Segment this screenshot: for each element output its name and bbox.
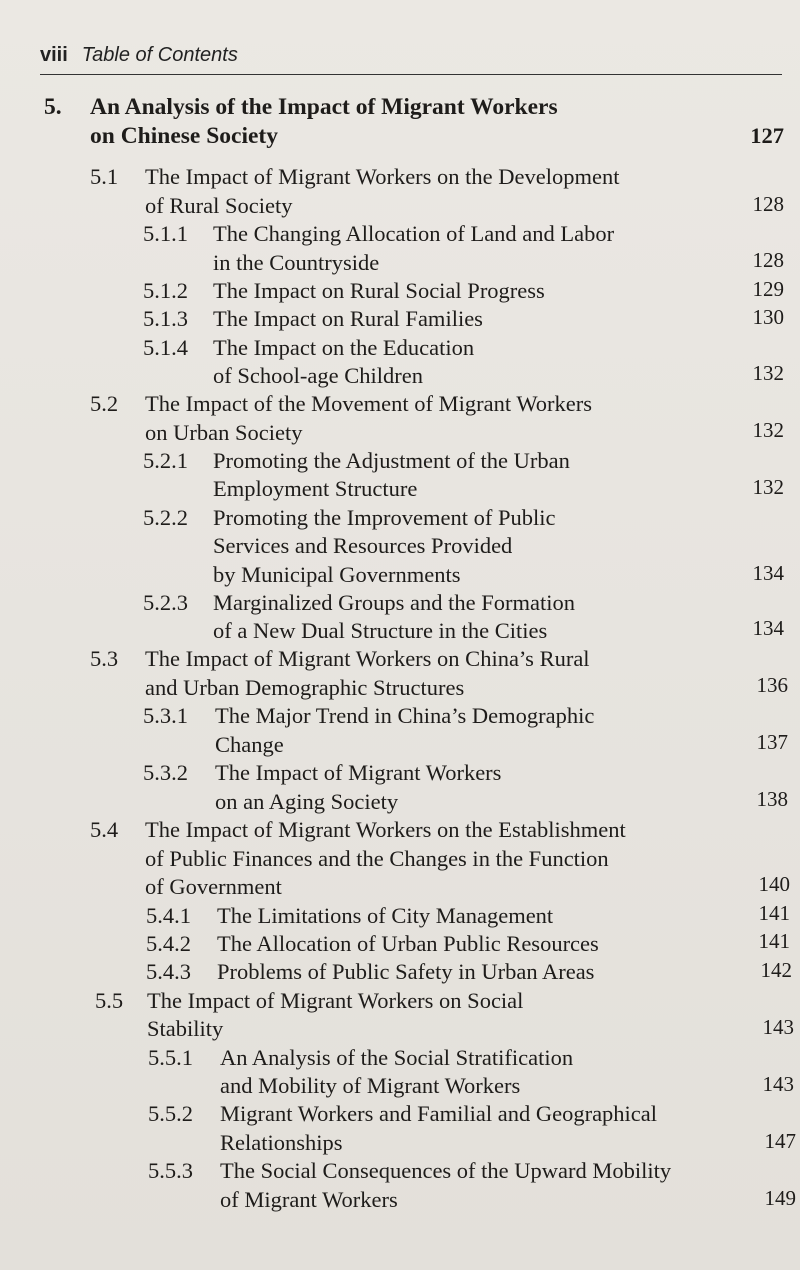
toc-entry-page: 143: [762, 1072, 794, 1096]
toc-entry-number: 5.3: [90, 646, 119, 671]
toc-entry-number: 5.2.1: [143, 448, 188, 473]
toc-entry-text: Stability: [147, 1016, 224, 1041]
toc-entry-text: Relationships: [220, 1130, 343, 1155]
toc-entry-page: 149: [764, 1186, 796, 1210]
toc-entry-number: 5.1.2: [143, 278, 188, 303]
toc-entry-text: Employment Structure: [213, 476, 418, 501]
header-rule: [40, 74, 782, 75]
toc-entry-text: Marginalized Groups and the Formation: [213, 590, 576, 615]
chapter-page-number: 127: [750, 123, 784, 148]
toc-entry-page: 143: [762, 1015, 794, 1039]
page-number-roman: viii: [40, 44, 68, 66]
toc-entry-page: 141: [758, 929, 790, 953]
toc-entry-text: The Impact of Migrant Workers on the Establishment: [145, 817, 626, 842]
toc-entry-page: 140: [758, 872, 790, 896]
running-head-title: Table of Contents: [81, 44, 238, 66]
toc-entry-text: The Major Trend in China’s Demographic: [215, 703, 595, 728]
toc-entry-number: 5.5.3: [148, 1158, 193, 1183]
toc-entry-number: 5.4.3: [146, 959, 191, 984]
toc-entry-text: The Impact on the Education: [213, 335, 475, 360]
toc-entry-number: 5.4: [90, 817, 119, 842]
toc-entry-text: of Public Finances and the Changes in the Function: [145, 846, 609, 871]
toc-entry-page: 142: [760, 958, 792, 982]
toc-entry-page: 132: [752, 361, 784, 385]
toc-entry-number: 5.4.1: [146, 903, 191, 928]
toc-entry-text: Promoting the Improvement of Public: [213, 505, 556, 530]
toc-entry-text: Services and Resources Provided: [213, 533, 513, 558]
toc-entry-number: 5.1.1: [143, 221, 188, 246]
toc-entry-page: 147: [764, 1129, 796, 1153]
toc-entry-text: The Limitations of City Management: [217, 903, 554, 928]
toc-entry-number: 5.1.4: [143, 335, 188, 360]
toc-entry-number: 5.3.2: [143, 760, 188, 785]
toc-entry-page: 141: [758, 901, 790, 925]
chapter-number: 5.: [44, 94, 62, 120]
toc-entry-text: Problems of Public Safety in Urban Areas: [217, 959, 595, 984]
toc-entry-text: of Migrant Workers: [220, 1187, 398, 1212]
toc-entry-page: 137: [756, 730, 788, 754]
toc-entry-number: 5.2.3: [143, 590, 188, 615]
toc-entry-text: in the Countryside: [213, 250, 380, 275]
running-head: [40, 44, 785, 74]
chapter-title-line-2: on Chinese Society: [90, 123, 278, 149]
toc-entry-page: 130: [752, 305, 784, 329]
toc-entry-text: The Impact of Migrant Workers: [215, 760, 502, 785]
toc-entry-page: 134: [752, 616, 784, 640]
toc-entry-text: and Urban Demographic Structures: [145, 675, 465, 700]
chapter-title-line-1: An Analysis of the Impact of Migrant Workers: [90, 94, 558, 120]
toc-entry-text: on Urban Society: [145, 420, 303, 445]
toc-entry-number: 5.4.2: [146, 931, 191, 956]
toc-entry-number: 5.2.2: [143, 505, 188, 530]
toc-entry-number: 5.2: [90, 391, 119, 416]
toc-entry-page: 134: [752, 561, 784, 585]
toc-entry-page: 138: [756, 787, 788, 811]
toc-entry-text: of Government: [145, 874, 282, 899]
toc-entry-text: of Rural Society: [145, 193, 293, 218]
toc-entry-text: The Impact of the Movement of Migrant Workers: [145, 391, 593, 416]
toc-entry-text: The Impact on Rural Families: [213, 306, 483, 331]
toc-entry-number: 5.5.1: [148, 1045, 193, 1070]
toc-entry-number: 5.5: [95, 988, 124, 1013]
toc-entry-text: The Impact of Migrant Workers on Social: [147, 988, 524, 1013]
toc-entry-page: 132: [752, 418, 784, 442]
toc-entry-text: of a New Dual Structure in the Cities: [213, 618, 548, 643]
toc-entry-text: An Analysis of the Social Stratification: [220, 1045, 574, 1070]
toc-entry-text: by Municipal Governments: [213, 562, 461, 587]
toc-entry-text: Change: [215, 732, 284, 757]
toc-entry-text: and Mobility of Migrant Workers: [220, 1073, 521, 1098]
toc-entry-text: The Allocation of Urban Public Resources: [217, 931, 599, 956]
toc-entry-page: 136: [756, 673, 788, 697]
toc-entry-text: The Impact of Migrant Workers on the Development: [145, 164, 620, 189]
toc-entry-text: The Social Consequences of the Upward Mobility: [220, 1158, 672, 1183]
toc-entry-number: 5.5.2: [148, 1101, 193, 1126]
toc-entry-number: 5.1: [90, 164, 119, 189]
toc-entry-page: 129: [752, 277, 784, 301]
toc-entry-text: Migrant Workers and Familial and Geographical: [220, 1101, 658, 1126]
toc-entry-page: 132: [752, 475, 784, 499]
toc-entry-text: Promoting the Adjustment of the Urban: [213, 448, 570, 473]
toc-entry-text: The Changing Allocation of Land and Labor: [213, 221, 615, 246]
toc-entry-text: The Impact on Rural Social Progress: [213, 278, 545, 303]
toc-entry-number: 5.1.3: [143, 306, 188, 331]
toc-entry-text: of School-age Children: [213, 363, 423, 388]
toc-entry-text: on an Aging Society: [215, 789, 399, 814]
toc-entry-page: 128: [752, 248, 784, 272]
toc-entry-text: The Impact of Migrant Workers on China’s Rural: [145, 646, 590, 671]
toc-entry-number: 5.3.1: [143, 703, 188, 728]
toc-entry-page: 128: [752, 192, 784, 216]
